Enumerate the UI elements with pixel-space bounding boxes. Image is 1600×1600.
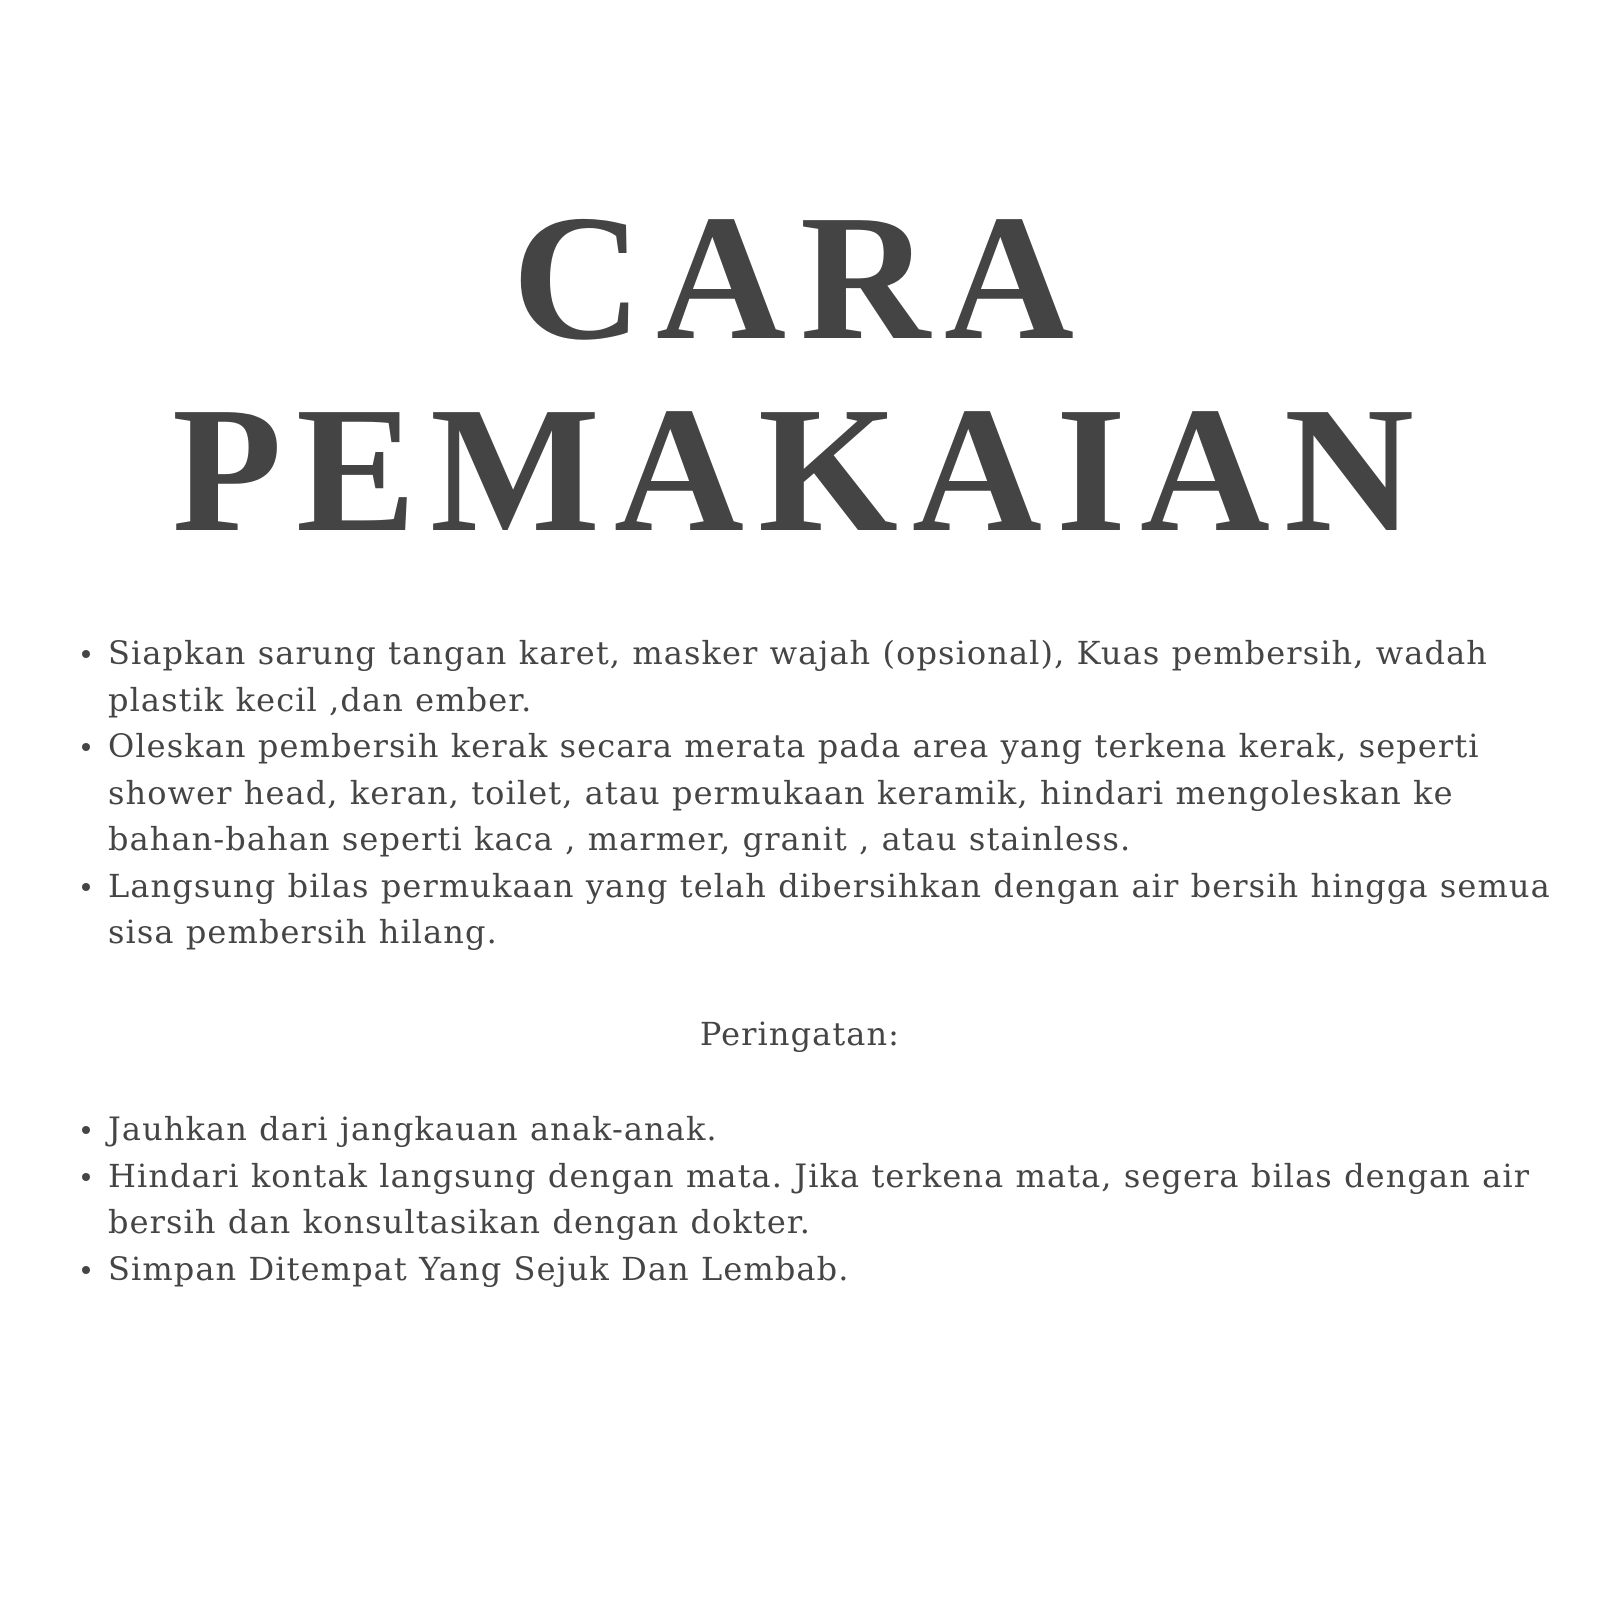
usage-step-text: Oleskan pembersih kerak secara merata pada area yang terkena kerak, seperti shower head, keran, toilet, atau permukaan keramik, hindari mengoleskan ke bahan-bahan seperti kaca , marmer, granit , atau stainless. <box>108 727 1480 858</box>
bullet-icon <box>82 743 90 751</box>
list-item <box>80 1153 1580 1246</box>
usage-step-text: Siapkan sarung tangan karet, masker wajah (opsional), Kuas pembersih, wadah plastik kecil ,dan ember. <box>108 634 1488 719</box>
list-item <box>80 1106 1580 1153</box>
list-item <box>80 863 1580 956</box>
warning-heading: Peringatan: <box>699 1015 901 1053</box>
list-item <box>80 723 1580 863</box>
warning-text: Jauhkan dari jangkauan anak-anak. <box>108 1110 718 1148</box>
page-title <box>0 178 1600 569</box>
usage-steps-list <box>80 630 1580 956</box>
list-item <box>80 1246 1580 1293</box>
bullet-icon <box>82 883 90 891</box>
bullet-icon <box>82 1266 90 1274</box>
title-line-2: PEMAKAIAN <box>172 370 1428 569</box>
list-item <box>80 630 1580 723</box>
warning-text: Hindari kontak langsung dengan mata. Jika terkena mata, segera bilas dengan air bersih dan konsultasikan dengan dokter. <box>108 1156 1531 1241</box>
bullet-icon <box>82 650 90 658</box>
warning-text: Simpan Ditempat Yang Sejuk Dan Lembab. <box>108 1249 850 1288</box>
bullet-icon <box>82 1126 90 1134</box>
usage-step-text: Langsung bilas permukaan yang telah dibersihkan dengan air bersih hingga semua sisa pembersih hilang. <box>108 866 1551 951</box>
bullet-icon <box>82 1173 90 1181</box>
warning-list <box>80 1106 1580 1292</box>
title-line-1: CARA <box>512 178 1088 377</box>
